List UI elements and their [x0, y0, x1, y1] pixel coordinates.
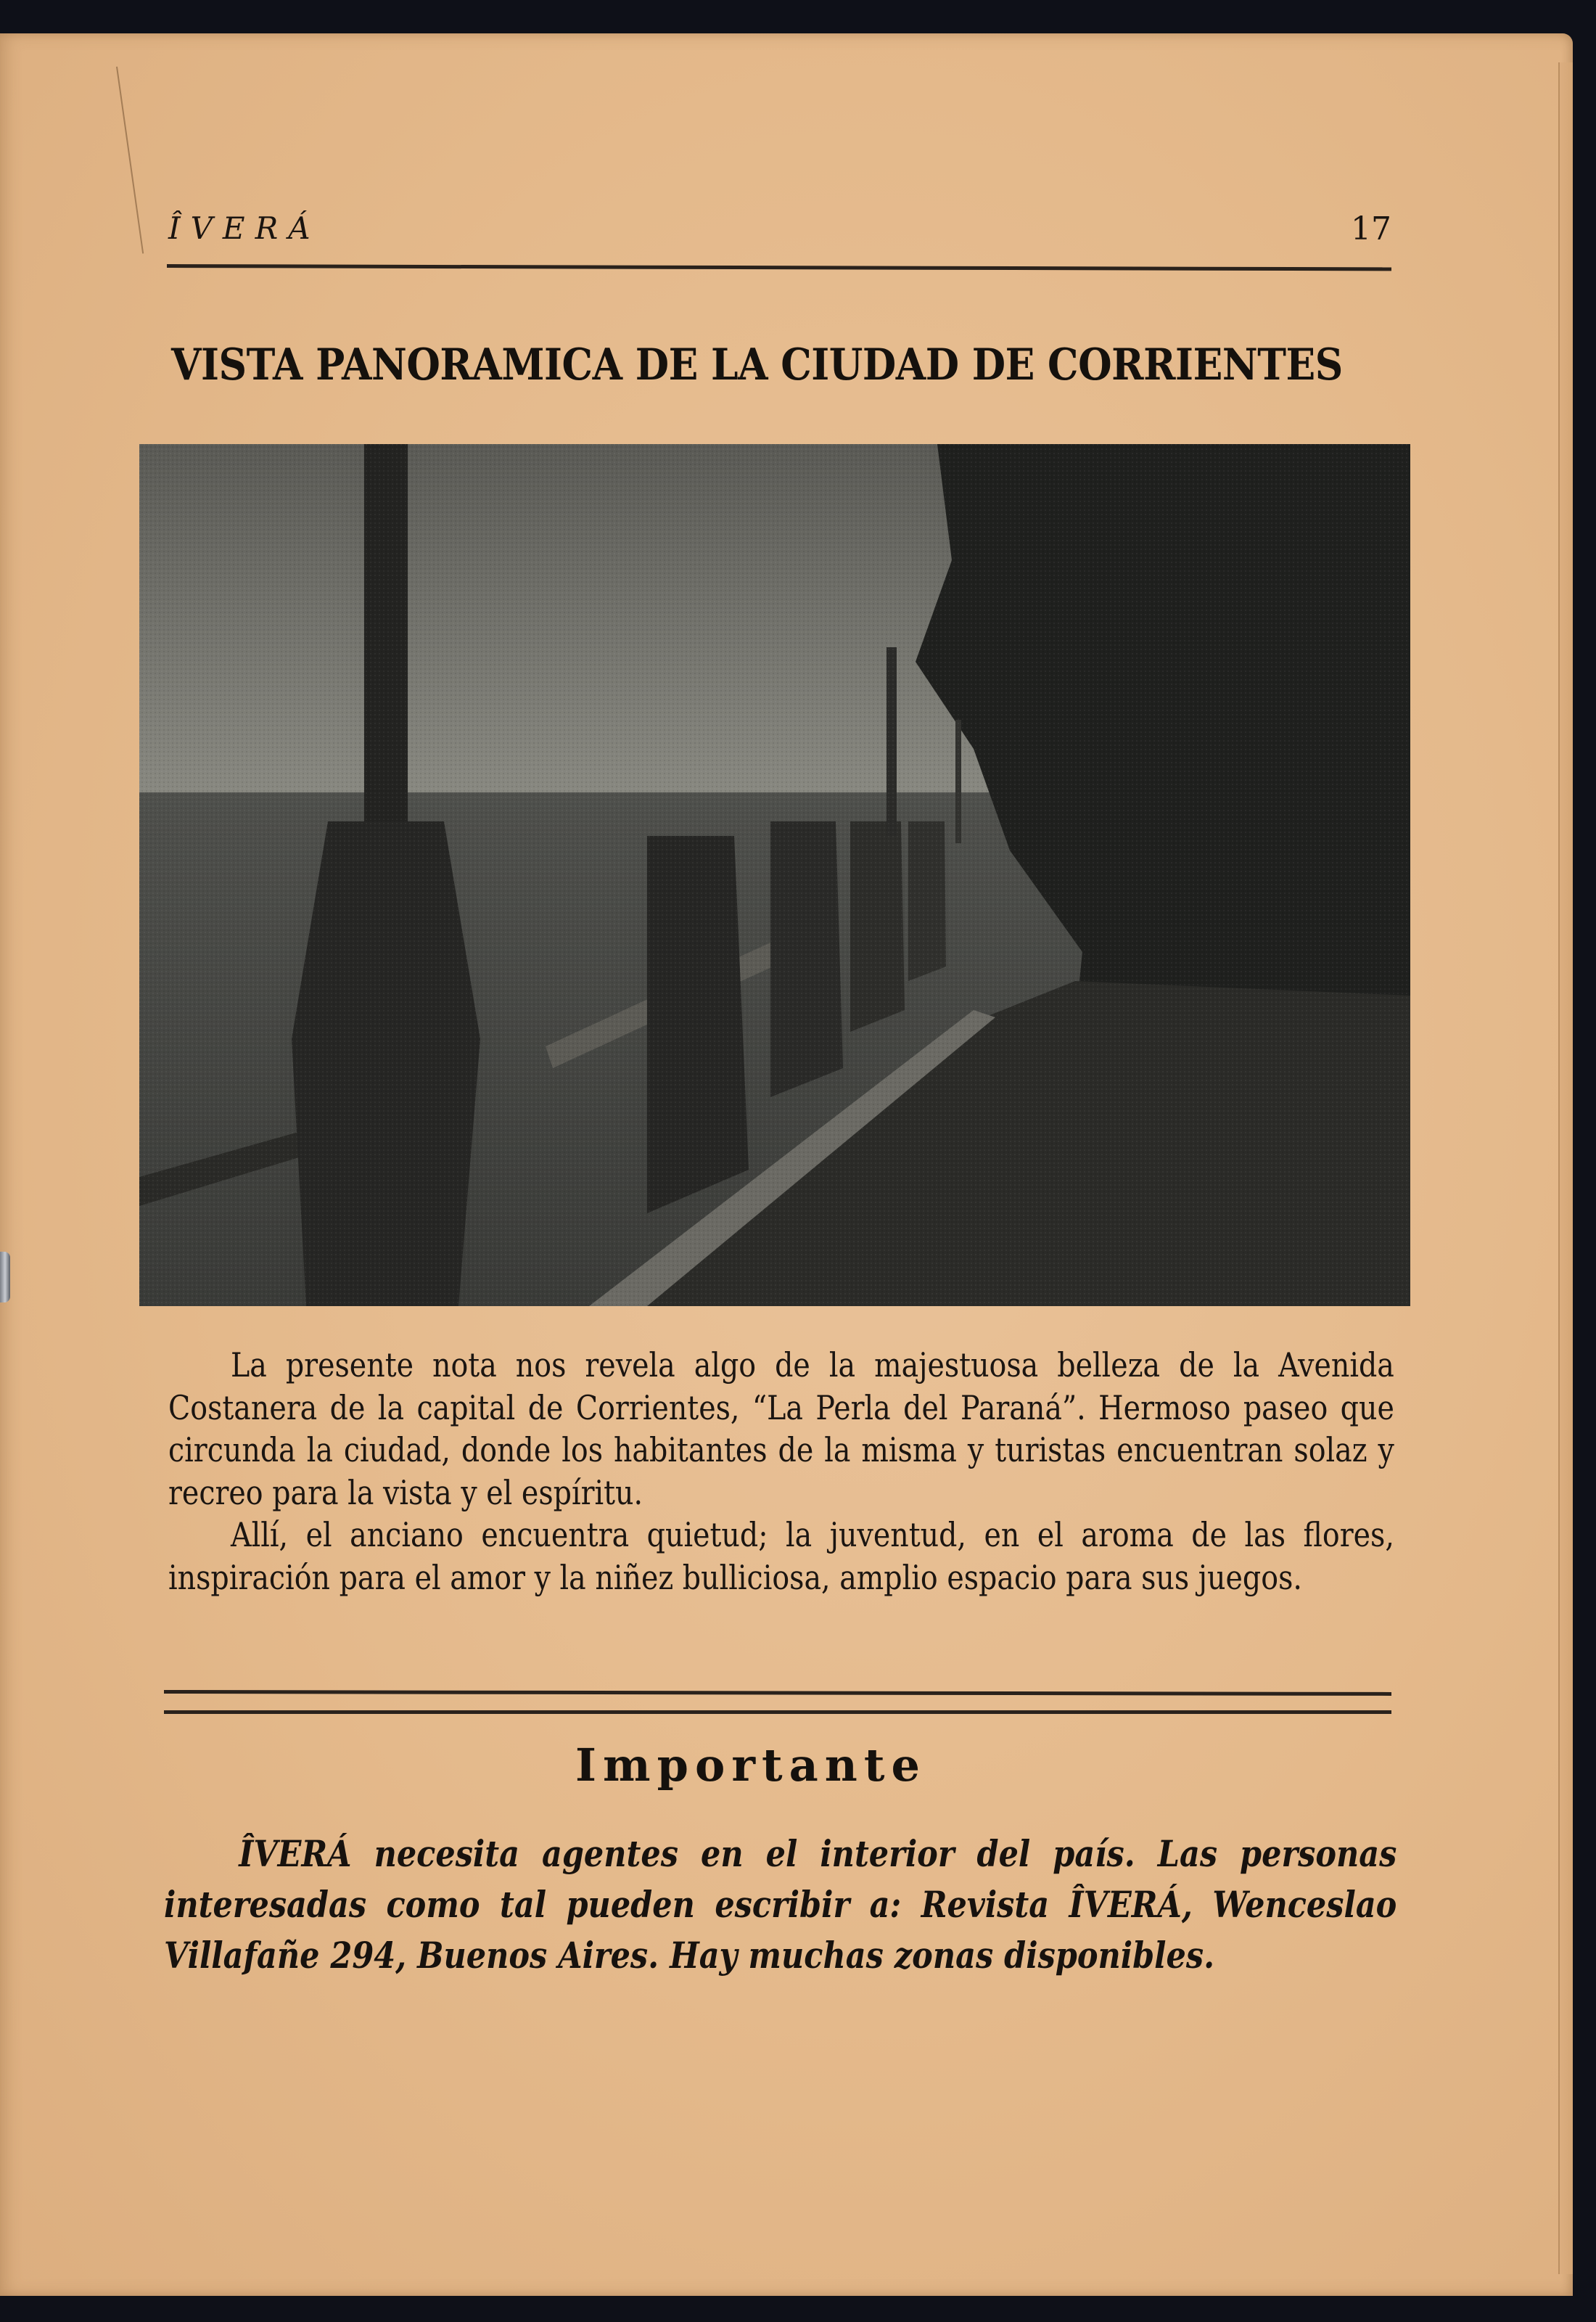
section-divider-bottom: [164, 1710, 1391, 1714]
page-edge: [1558, 62, 1573, 2274]
notice-paragraph: ÎVERÁ necesita agentes en el interior del país. Las personas interesadas como tal pueden escribir a: Revista ÎVERÁ, Wenceslao Villafañe 294, Buenos Aires. Hay muchas zonas disponibles.: [164, 1832, 1397, 1977]
notice-heading: Importante: [575, 1739, 926, 1792]
staple: [0, 1252, 10, 1302]
page-number: 17: [1351, 210, 1391, 247]
article-photo: [139, 444, 1410, 1306]
article-paragraph: Allí, el anciano encuentra quietud; la juventud, en el aroma de las flores, inspiración para el amor y la niñez bulliciosa, amplio espacio para sus juegos.: [168, 1515, 1394, 1597]
article-body: [168, 1344, 1394, 1599]
running-header-publication: ÎVERÁ: [168, 210, 321, 246]
article-paragraph: La presente nota nos revela algo de la majestuosa belleza de la Avenida Costanera de la capital de Corrientes, “La Perla del Paraná”. Hermoso paseo que circunda la ciudad, donde los habitantes de la misma y turistas encuentran solaz y recreo para la vista y el espíritu.: [168, 1345, 1394, 1512]
paper-crease: [116, 66, 146, 253]
article-title: VISTA PANORAMICA DE LA CIUDAD DE CORRIENTES: [171, 340, 1343, 390]
photo-illustration: [139, 444, 1410, 1306]
notice-body: [164, 1829, 1397, 1981]
